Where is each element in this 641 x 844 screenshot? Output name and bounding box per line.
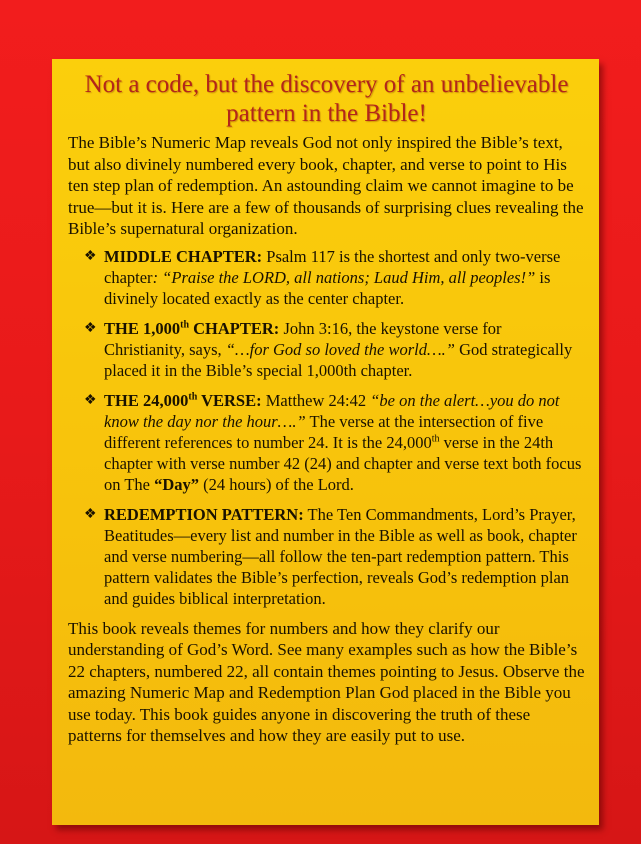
intro-paragraph: The Bible’s Numeric Map reveals God not only inspired the Bible’s text, but also divinely numbered every book, chapter, and verse to point to His ten step plan of redemption. An astounding claim we cannot imagine to be true—but it is. Here are a few of thousands of surprising clues revealing the Bible’s supernatural organization. (68, 133, 584, 238)
diamond-bullet-icon: ❖ (84, 320, 97, 336)
clue-1000th-chapter (84, 318, 585, 381)
clue-text-mid: The verse at the intersection of five different references to number 24. It is the 24,000 (104, 411, 544, 452)
clue-label (104, 391, 262, 410)
back-cover-panel (52, 59, 599, 825)
diamond-bullet-icon: ❖ (84, 248, 97, 264)
clue-middle-chapter (84, 246, 585, 309)
clue-label-ordinal: th (180, 319, 190, 330)
diamond-bullet-icon: ❖ (84, 506, 97, 522)
clue-quote: : “Praise the LORD, all nations; Laud Him, all peoples!” (152, 267, 536, 287)
headline (68, 70, 585, 128)
headline-line-2: pattern in the Bible! (226, 100, 427, 127)
clue-text: The Ten Commandments, Lord’s Prayer, Beatitudes—every list and number in the Bible as well as book, chapter and verse numbering—all follow the ten-part redemption pattern. This pattern validates the Bible’s perfection, reveals God’s redemption plan and guides biblical interpretation. (104, 504, 577, 608)
clue-24000th-verse (84, 390, 585, 495)
clue-text: Matthew 24:42 (261, 390, 371, 410)
headline-line-1: Not a code, but the discovery of an unbelievable (84, 71, 569, 98)
clue-label-number: THE 24,000 (104, 390, 189, 410)
clue-text-end: (24 hours) of the Lord. (199, 474, 354, 494)
clue-text: Psalm 117 is the shortest and only two-verse chapter (104, 246, 561, 287)
clue-text-cont: verse in the 24th chapter with verse number 42 (24) and chapter and verse text both focus on The (104, 432, 582, 494)
clue-label (104, 319, 279, 338)
clue-label-ordinal: th (188, 391, 198, 402)
clue-quote: “be on the alert…you do not know the day nor the hour….” (104, 390, 560, 431)
clue-text-ordinal: th (431, 433, 440, 444)
clue-text: John 3:16, the keystone verse for Christianity, says, (104, 318, 502, 359)
clue-label: REDEMPTION PATTERN: (104, 504, 304, 524)
clue-label-word: CHAPTER: (189, 318, 280, 338)
clue-bold-word: “Day” (154, 474, 200, 494)
clue-label: MIDDLE CHAPTER: (104, 246, 263, 266)
diamond-bullet-icon: ❖ (84, 392, 97, 408)
clue-label-word: VERSE: (197, 390, 262, 410)
closing-paragraph: This book reveals themes for numbers and how they clarify our understanding of God’s Word. See many examples such as how the Bible’s 22 chapters, numbered 22, all contain themes pointing to Jesus. Observe the amazing Numeric Map and Redemption Plan God placed in the Bible you use today. This book guides anyone in discovering the truth of these patterns for themselves and how they are easily put to use. (68, 618, 585, 745)
clue-quote: “…for God so loved the world….” (225, 339, 455, 359)
clue-list (68, 246, 585, 609)
clue-redemption-pattern (84, 504, 585, 609)
clue-label-number: THE 1,000 (104, 318, 181, 338)
clue-text-end: God strategically placed it in the Bible’s special 1,000th chapter. (104, 339, 573, 380)
clue-text-end: is divinely located exactly as the center chapter. (104, 267, 551, 308)
